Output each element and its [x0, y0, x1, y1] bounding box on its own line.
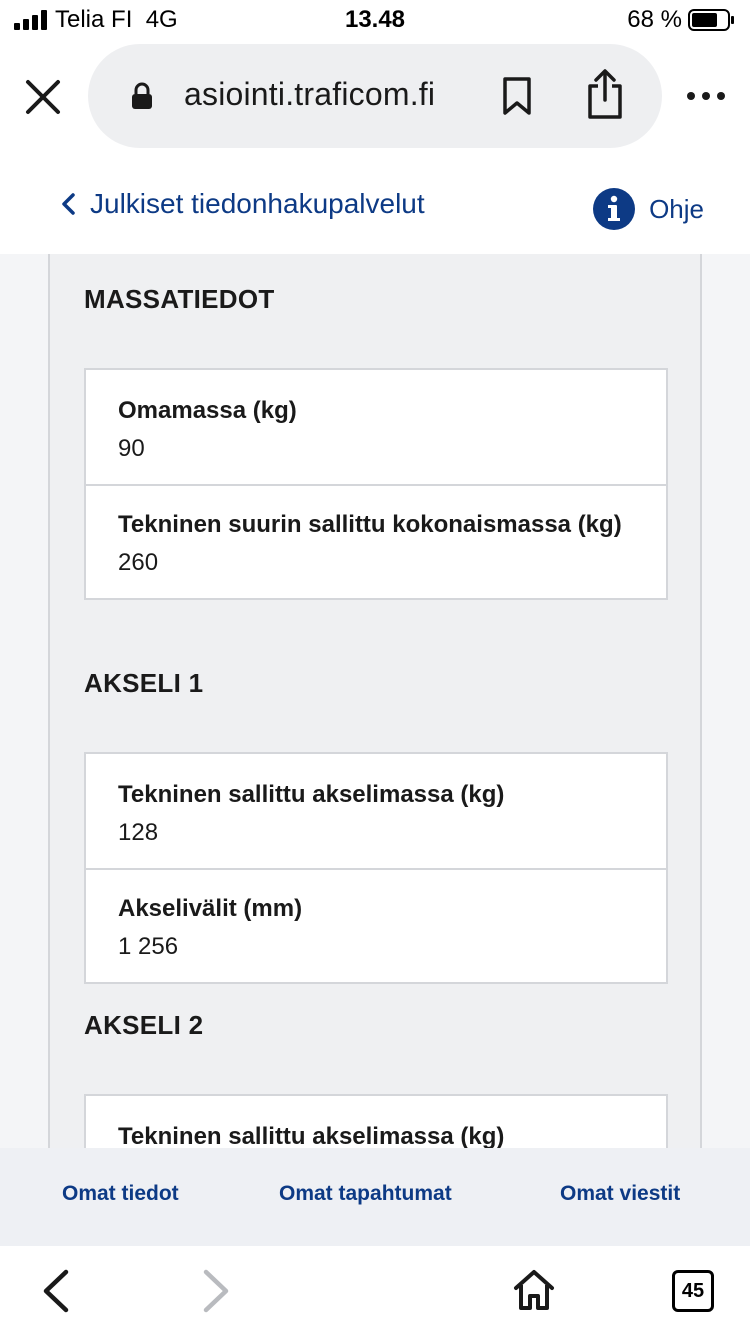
row-label: Tekninen sallittu akselimassa (kg)	[118, 1123, 505, 1148]
section-title-akseli-1: AKSELI 1	[84, 668, 204, 698]
app-header	[0, 150, 750, 254]
chevron-left-icon	[60, 192, 78, 216]
bottom-nav	[0, 1148, 750, 1246]
info-row	[86, 754, 666, 870]
info-row	[86, 370, 666, 486]
info-icon	[593, 188, 635, 230]
bookmark-icon[interactable]	[500, 76, 534, 116]
nav-omat-viestit[interactable]: Omat viestit	[560, 1182, 681, 1205]
back-link-label: Julkiset tiedonhakupalvelut	[90, 188, 425, 219]
address-bar[interactable]	[88, 44, 662, 148]
info-box-massatiedot	[84, 368, 668, 600]
more-icon[interactable]	[686, 88, 726, 104]
details-card	[48, 254, 702, 1148]
nav-omat-tapahtumat[interactable]: Omat tapahtumat	[279, 1182, 452, 1205]
share-icon[interactable]	[584, 68, 626, 120]
close-icon[interactable]	[24, 78, 62, 116]
info-box-akseli-2	[84, 1094, 668, 1148]
back-link[interactable]	[60, 188, 425, 220]
row-value: 260	[118, 549, 159, 576]
battery-icon	[688, 9, 736, 31]
row-label: Akselivälit (mm)	[118, 895, 303, 922]
status-bar	[0, 0, 750, 40]
row-value: 128	[118, 819, 159, 846]
battery-percent: 68 %	[627, 6, 682, 33]
info-row	[86, 1096, 666, 1148]
row-value: 1 256	[118, 933, 179, 960]
browser-toolbar	[0, 1246, 750, 1334]
help-button[interactable]	[593, 188, 704, 230]
nav-omat-tiedot[interactable]: Omat tiedot	[62, 1182, 179, 1205]
lock-icon	[130, 82, 154, 110]
url-text: asiointi.traficom.fi	[184, 76, 436, 112]
info-box-akseli-1	[84, 752, 668, 984]
forward-arrow-icon[interactable]	[200, 1268, 232, 1314]
help-label: Ohje	[649, 193, 704, 224]
home-icon[interactable]	[512, 1268, 556, 1312]
content-area	[0, 254, 750, 1148]
section-title-massatiedot: MASSATIEDOT	[84, 284, 275, 314]
row-label: Tekninen suurin sallittu kokonaismassa (kg)	[118, 511, 622, 538]
network-type: 4G	[145, 6, 178, 33]
section-title-akseli-2: AKSELI 2	[84, 1010, 204, 1040]
info-row	[86, 486, 666, 598]
browser-address-row	[0, 44, 750, 148]
row-value: 90	[118, 435, 145, 462]
carrier-name: Telia FI	[55, 6, 133, 33]
clock: 13.48	[344, 6, 406, 33]
back-arrow-icon[interactable]	[40, 1268, 72, 1314]
row-label: Tekninen sallittu akselimassa (kg)	[118, 781, 505, 808]
tabs-button[interactable]: 45	[672, 1270, 714, 1312]
row-label: Omamassa (kg)	[118, 397, 297, 424]
info-row	[86, 870, 666, 982]
